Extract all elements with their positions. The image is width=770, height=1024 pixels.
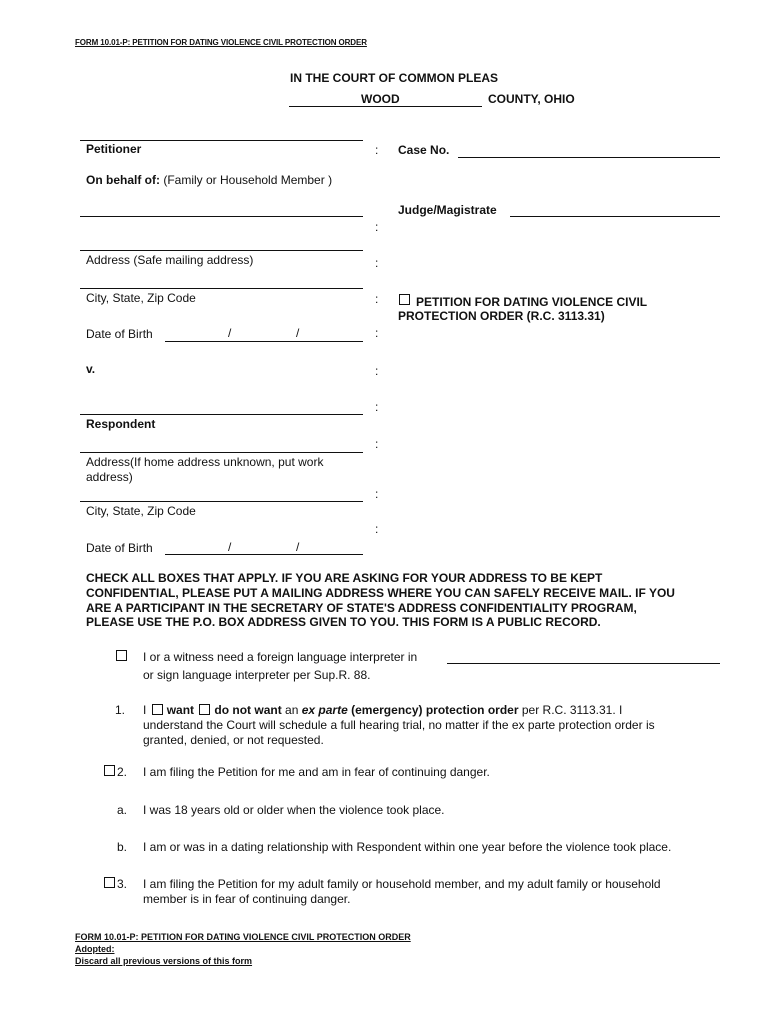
item-2-text: I am filing the Petition for me and am in fear of continuing danger. (143, 765, 490, 779)
instructions-line-2: CONFIDENTIAL, PLEASE PUT A MAILING ADDRESS WHERE YOU CAN SAFELY RECEIVE MAIL. IF YOU (86, 586, 675, 600)
on-behalf-label (86, 173, 332, 187)
versus-label: v. (86, 362, 96, 376)
caption-colon: : (375, 364, 379, 378)
form-header-title: FORM 10.01-P: PETITION FOR DATING VIOLENCE CIVIL PROTECTION ORDER (75, 38, 367, 47)
respondent-address-line[interactable] (80, 452, 363, 453)
county-field-line (289, 106, 482, 107)
address-line[interactable] (80, 250, 363, 251)
item-1-per: per R.C. 3113.31. I (521, 703, 623, 717)
respondent-city-label: City, State, Zip Code (86, 504, 196, 518)
item-1-line-3: granted, denied, or not requested. (143, 733, 324, 747)
caption-colon: : (375, 522, 379, 536)
case-no-line[interactable] (458, 157, 720, 158)
respondent-dob-slash-1: / (228, 540, 232, 554)
item-1-an: an (285, 703, 299, 717)
caption-colon: : (375, 437, 379, 451)
respondent-label: Respondent (86, 417, 156, 431)
item-2-number: 2. (117, 765, 128, 779)
household-member-line[interactable] (80, 216, 363, 217)
do-not-want-label: do not want (214, 703, 282, 717)
caption-colon: : (375, 292, 379, 306)
item-a-text: I was 18 years old or older when the violence took place. (143, 803, 445, 817)
item-3-line-1: I am filing the Petition for my adult family or household member, and my adult family or household (143, 877, 661, 891)
petitioner-name-line[interactable] (80, 140, 363, 141)
petition-type-checkbox[interactable] (399, 294, 410, 305)
county-value[interactable]: WOOD (361, 92, 400, 106)
want-label: want (166, 703, 195, 717)
court-title: IN THE COURT OF COMMON PLEAS (290, 71, 498, 85)
item-1-i: I (143, 703, 147, 717)
judge-line[interactable] (510, 216, 720, 217)
caption-colon: : (375, 143, 379, 157)
item-1-number: 1. (115, 703, 126, 717)
item-1-line-2: understand the Court will schedule a full hearing trial, no matter if the ex parte protection order is (143, 718, 655, 732)
instructions-line-1: CHECK ALL BOXES THAT APPLY. IF YOU ARE ASKING FOR YOUR ADDRESS TO BE KEPT (86, 571, 603, 585)
item-1-ex-parte: ex parte (301, 703, 348, 717)
item-1-emergency: (emergency) protection order (351, 703, 519, 717)
on-behalf-bold: On behalf of: (86, 173, 160, 187)
city-line[interactable] (80, 288, 363, 289)
footer-adopted: Adopted: (75, 944, 115, 954)
case-no-label: Case No. (398, 143, 450, 157)
respondent-dob-slash-2: / (296, 540, 300, 554)
respondent-dob-line[interactable] (165, 554, 363, 555)
respondent-name-line[interactable] (80, 414, 363, 415)
dob-label: Date of Birth (86, 327, 153, 341)
caption-colon: : (375, 326, 379, 340)
interpreter-text-1: I or a witness need a foreign language interpreter in (143, 650, 418, 664)
petition-title-line-1: PETITION FOR DATING VIOLENCE CIVIL (416, 295, 648, 309)
caption-colon: : (375, 256, 379, 270)
item-1-text (143, 703, 622, 717)
item-2-checkbox[interactable] (104, 765, 115, 776)
caption-colon: : (375, 487, 379, 501)
on-behalf-note: (Family or Household Member ) (163, 173, 333, 187)
item-3-checkbox[interactable] (104, 877, 115, 888)
item-a-letter: a. (117, 803, 128, 817)
judge-label: Judge/Magistrate (398, 203, 497, 217)
respondent-address-label-2: address) (86, 470, 133, 484)
want-checkbox[interactable] (152, 704, 163, 715)
county-suffix: COUNTY, OHIO (488, 92, 575, 106)
instructions-line-3: ARE A PARTICIPANT IN THE SECRETARY OF STATE'S ADDRESS CONFIDENTIALITY PROGRAM, (86, 601, 637, 615)
item-3-number: 3. (117, 877, 128, 891)
interpreter-checkbox[interactable] (116, 650, 127, 661)
city-label: City, State, Zip Code (86, 291, 196, 305)
dob-field-line[interactable] (165, 341, 363, 342)
respondent-city-line[interactable] (80, 501, 363, 502)
dob-slash-1: / (228, 326, 232, 340)
petitioner-label: Petitioner (86, 142, 142, 156)
instructions-line-4: PLEASE USE THE P.O. BOX ADDRESS GIVEN TO YOU. THIS FORM IS A PUBLIC RECORD. (86, 615, 601, 629)
caption-colon: : (375, 400, 379, 414)
respondent-dob-label: Date of Birth (86, 541, 153, 555)
item-b-text: I am or was in a dating relationship with Respondent within one year before the violence took place. (143, 840, 672, 854)
respondent-address-label-1: Address(If home address unknown, put work (86, 455, 324, 469)
interpreter-text-2: or sign language interpreter per Sup.R. 88. (143, 668, 371, 682)
interpreter-language-line[interactable] (447, 663, 720, 664)
footer-discard: Discard all previous versions of this form (75, 956, 253, 966)
item-3-line-2: member is in fear of continuing danger. (143, 892, 351, 906)
petition-title-line-2: PROTECTION ORDER (R.C. 3113.31) (398, 309, 605, 323)
caption-colon: : (375, 220, 379, 234)
do-not-want-checkbox[interactable] (199, 704, 210, 715)
footer-form-title: FORM 10.01-P: PETITION FOR DATING VIOLENCE CIVIL PROTECTION ORDER (75, 932, 411, 942)
item-b-letter: b. (117, 840, 128, 854)
dob-slash-2: / (296, 326, 300, 340)
address-label: Address (Safe mailing address) (86, 253, 254, 267)
